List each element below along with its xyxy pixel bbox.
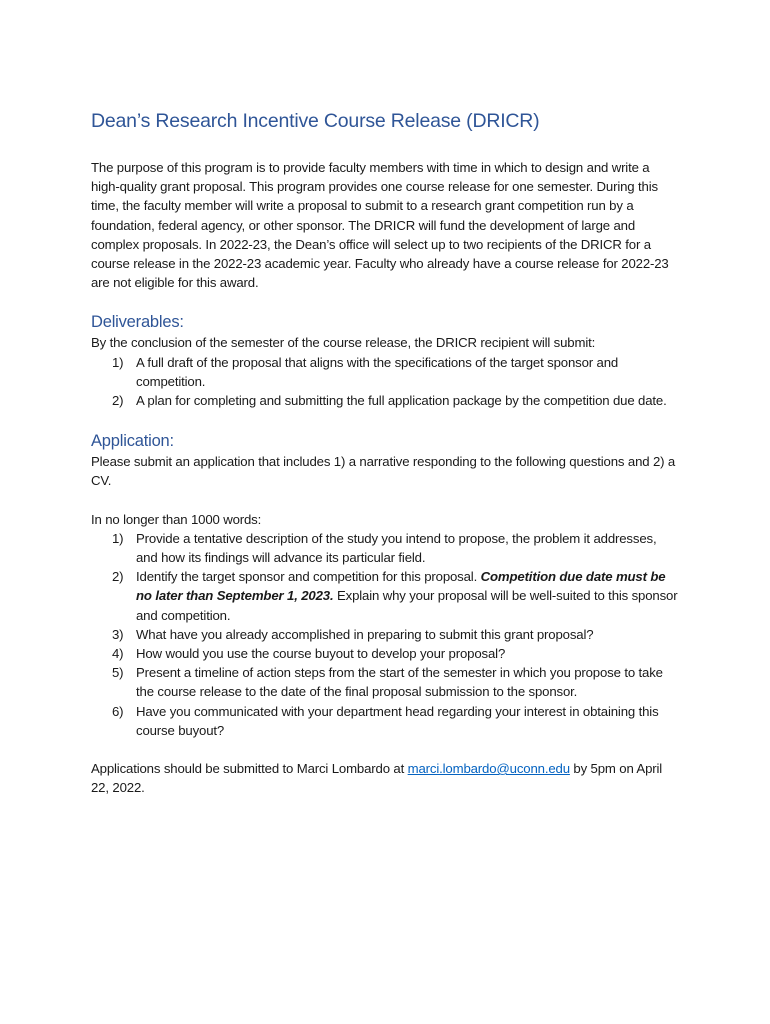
email-link[interactable]: marci.lombardo@uconn.edu <box>407 761 570 777</box>
list-item <box>91 567 681 625</box>
list-item <box>91 702 681 740</box>
list-item-text: Provide a tentative description of the study you intend to propose, the problem it addresses, and how its findings will advance its particular field. <box>136 530 657 566</box>
due-date-emphasis: Competition due date must be no later than September 1, 2023. <box>136 569 666 604</box>
list-number: 5) <box>112 665 124 681</box>
list-number: 2) <box>112 569 124 585</box>
deliverables-lead: By the conclusion of the semester of the course release, the DRICR recipient will submit: <box>91 335 596 351</box>
document-title: Dean’s Research Incentive Course Release (DRICR) <box>91 110 540 132</box>
list-number: 3) <box>112 626 124 642</box>
list-item <box>91 391 681 410</box>
list-item <box>91 663 681 701</box>
application-section <box>91 430 681 797</box>
application-lead: Please submit an application that includes 1) a narrative responding to the following questions and 2) a CV. <box>91 454 676 489</box>
list-item-text: A plan for completing and submitting the full application package by the competition due date. <box>136 393 667 409</box>
intro-paragraph: The purpose of this program is to provide faculty members with time in which to design and write a high-quality grant proposal. This program provides one course release for one semester. During this time, the faculty member will write a proposal to submit to a research grant competition run by a foundation, federal agency, or other sponsor. The DRICR will fund the development of large and complex proposals. In 2022-23, the Dean’s office will select up to two recipients of the DRICR for a course release in the 2022-23 academic year. Faculty who already have a course release for 2022-23 are not eligible for this award. <box>91 160 669 291</box>
list-item <box>91 529 681 567</box>
document-body <box>91 108 681 797</box>
application-heading: Application: <box>91 432 174 451</box>
list-number: 6) <box>112 703 124 719</box>
list-number: 2) <box>112 393 124 409</box>
list-number: 1) <box>112 354 124 370</box>
submission-text: Applications should be submitted to Marci Lombardo at <box>91 761 408 777</box>
list-item-text: Identify the target sponsor and competition for this proposal. <box>136 569 481 585</box>
list-number: 4) <box>112 646 124 662</box>
list-item <box>91 353 681 391</box>
word-limit-text: In no longer than 1000 words: <box>91 511 262 527</box>
list-item-text: How would you use the course buyout to develop your proposal? <box>136 646 506 662</box>
list-item-text: Explain why your proposal will be well-suited to this sponsor and competition. <box>136 588 678 623</box>
submission-deadline-text: by 5pm on April 22, 2022. <box>91 761 663 796</box>
deliverables-list <box>91 353 681 411</box>
deliverables-section <box>91 311 681 410</box>
submission-paragraph <box>91 759 681 797</box>
list-item <box>91 625 681 644</box>
list-item-text: What have you already accomplished in preparing to submit this grant proposal? <box>136 626 594 642</box>
list-number: 1) <box>112 530 124 546</box>
list-item-text: Present a timeline of action steps from the start of the semester in which you propose to take the course release to the date of the final proposal submission to the sponsor. <box>136 665 663 700</box>
list-item-text: Have you communicated with your department head regarding your interest in obtaining this course buyout? <box>136 703 659 738</box>
deliverables-heading: Deliverables: <box>91 313 184 332</box>
list-item-text: A full draft of the proposal that aligns with the specifications of the target sponsor and competition. <box>136 354 619 389</box>
list-item <box>91 644 681 663</box>
application-questions-list <box>91 529 681 740</box>
